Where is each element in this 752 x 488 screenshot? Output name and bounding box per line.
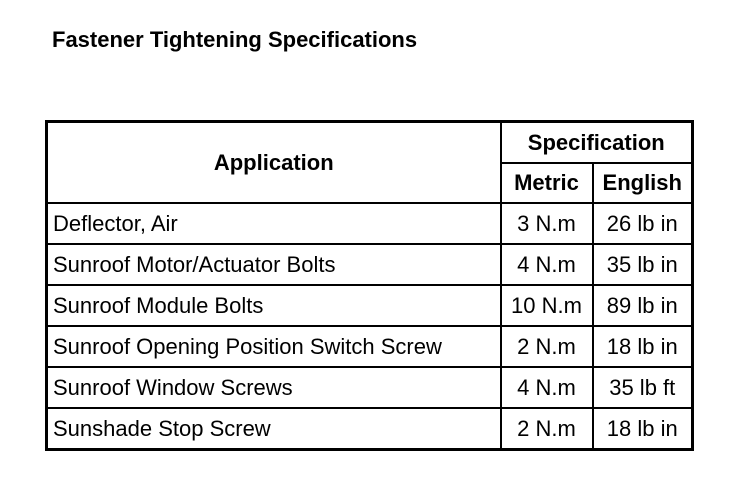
cell-application: Sunshade Stop Screw [47, 408, 501, 450]
cell-metric: 3 N.m [501, 203, 593, 244]
cell-english: 89 lb in [593, 285, 693, 326]
cell-english: 18 lb in [593, 326, 693, 367]
page-title: Fastener Tightening Specifications [52, 27, 418, 52]
header-application: Application [47, 122, 501, 204]
cell-english: 35 lb ft [593, 367, 693, 408]
cell-metric: 4 N.m [501, 244, 593, 285]
table-row [47, 408, 693, 450]
cell-metric: 2 N.m [501, 408, 593, 450]
cell-application: Sunroof Module Bolts [47, 285, 501, 326]
header-specification: Specification [501, 122, 693, 164]
table-row [47, 326, 693, 367]
cell-metric: 10 N.m [501, 285, 593, 326]
cell-english: 35 lb in [593, 244, 693, 285]
cell-metric: 2 N.m [501, 326, 593, 367]
cell-english: 18 lb in [593, 408, 693, 450]
table-row [47, 203, 693, 244]
cell-application: Deflector, Air [47, 203, 501, 244]
cell-application: Sunroof Window Screws [47, 367, 501, 408]
table-row [47, 285, 693, 326]
cell-application: Sunroof Opening Position Switch Screw [47, 326, 501, 367]
cell-metric: 4 N.m [501, 367, 593, 408]
table-header-row [47, 122, 693, 164]
cell-english: 26 lb in [593, 203, 693, 244]
table-row [47, 367, 693, 408]
fastener-spec-table [45, 120, 694, 451]
header-english: English [593, 163, 693, 203]
cell-application: Sunroof Motor/Actuator Bolts [47, 244, 501, 285]
table-row [47, 244, 693, 285]
header-metric: Metric [501, 163, 593, 203]
